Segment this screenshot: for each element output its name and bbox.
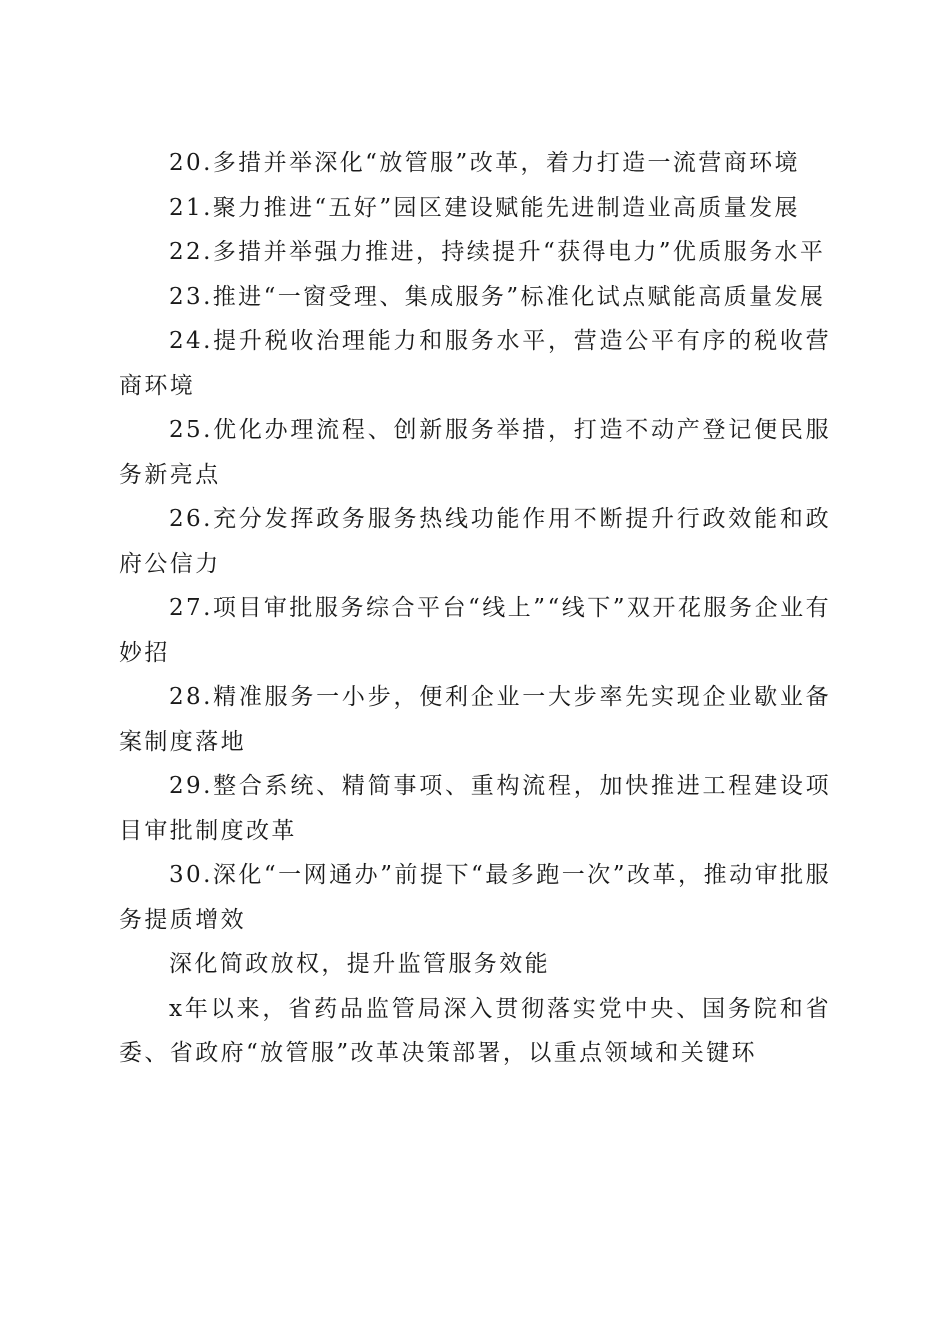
paragraph-30: 30.深化“一网通办”前提下“最多跑一次”改革，推动审批服务提质增效	[119, 862, 831, 933]
paragraph-23: 23.推进“一窗受理、集成服务”标准化试点赋能高质量发展	[169, 283, 826, 310]
paragraph-21: 21.聚力推进“五好”园区建设赋能先进制造业高质量发展	[169, 194, 800, 221]
document-body	[119, 141, 831, 1076]
paragraph-27: 27.项目审批服务综合平台“线上”“线下”双开花服务企业有妙招	[119, 595, 831, 666]
paragraph-28: 28.精准服务一小步，便利企业一大步率先实现企业歇业备案制度落地	[119, 684, 831, 755]
paragraph-20: 20.多措并举深化“放管服”改革，着力打造一流营商环境	[169, 150, 800, 176]
paragraph-25: 25.优化办理流程、创新服务举措，打造不动产登记便民服务新亮点	[119, 417, 831, 488]
paragraph-22: 22.多措并举强力推进，持续提升“获得电力”优质服务水平	[169, 239, 826, 265]
paragraph-26: 26.充分发挥政务服务热线功能作用不断提升行政效能和政府公信力	[119, 506, 831, 577]
section-heading: 深化简政放权，提升监管服务效能	[169, 951, 550, 977]
body-paragraph: x年以来，省药品监管局深入贯彻落实党中央、国务院和省委、省政府“放管服”改革决策部署，以重点领域和关键环	[119, 995, 831, 1066]
paragraph-24: 24.提升税收治理能力和服务水平，营造公平有序的税收营商环境	[119, 328, 831, 399]
paragraph-29: 29.整合系统、精简事项、重构流程，加快推进工程建设项目审批制度改革	[119, 773, 831, 844]
